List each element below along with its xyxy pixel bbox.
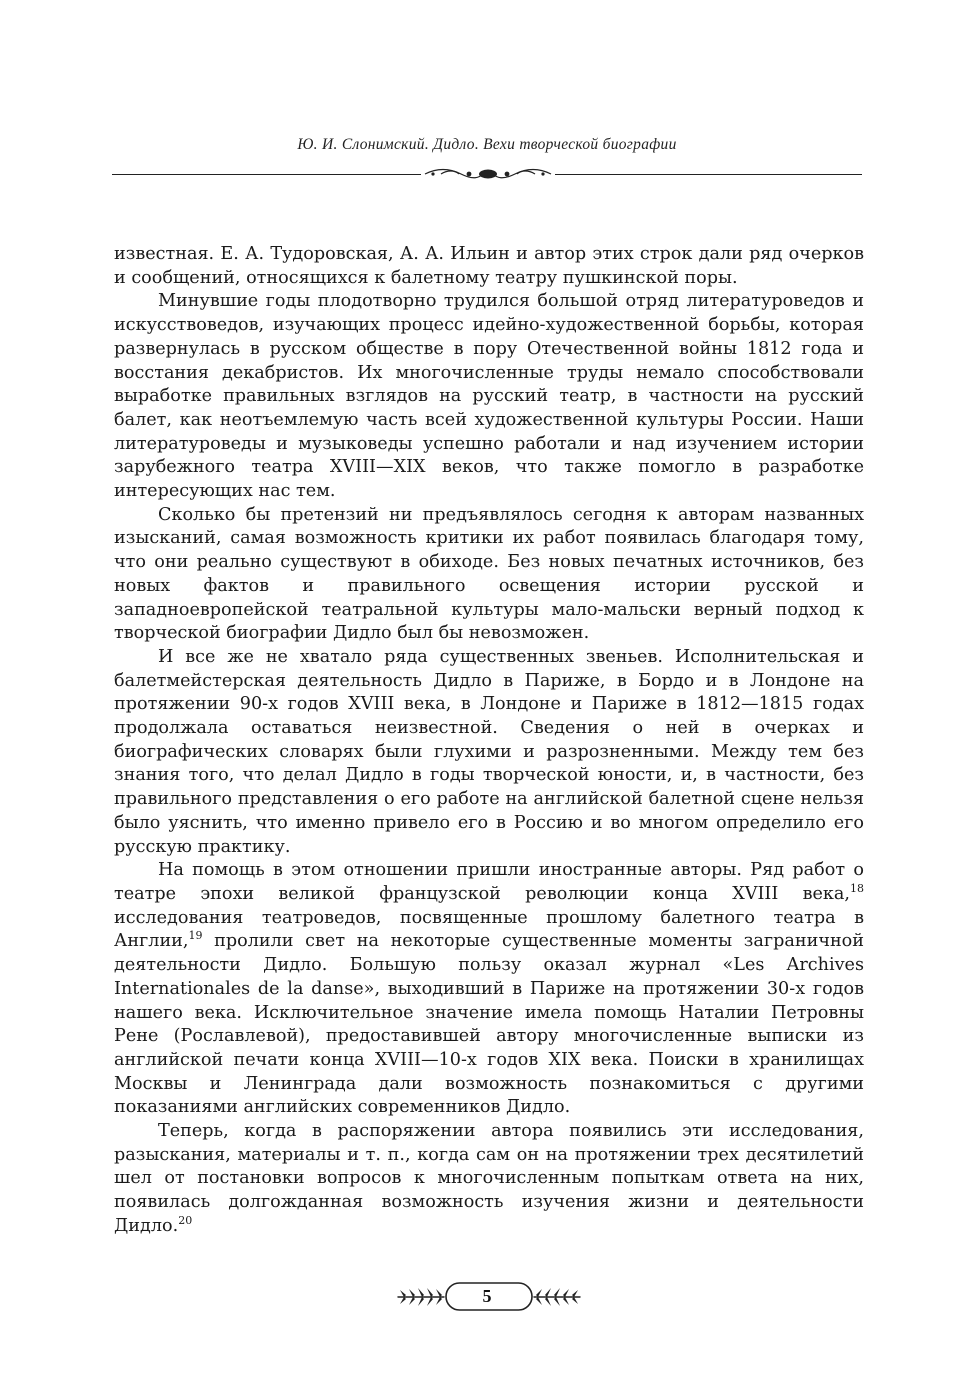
paragraph-with-footnote (114, 1120, 864, 1239)
paragraph-text: пролили свет на некоторые существенные моменты заграничной деятельности Дидло. Большую пользу оказал журнал «Les Archives Internationales de la danse», выходивший в Париже на протяжении 30-х годов нашего века. Исключительное значение имела помощь Наталии Петровны Рене (Рославлевой), предоставившей автору многочисленные выписки из английской печати конца XVIII—10-х годов XIX века. Поиски в хранилищах Москвы и Ленинграда дали возможность познакомиться с другими показаниями английских современников Дидло. (114, 931, 864, 1118)
page-number: 5 (482, 1286, 492, 1306)
footnote-ref[interactable]: 18 (850, 881, 864, 895)
paragraph: И все же не хватало ряда существенных звеньев. Исполнительская и балетмейстерская деятельность Дидло в Париже, в Бордо и в Лондоне на протяжении 90-х годов XVIII века, в Лондоне и Париже в 1812—1815 годах продолжала оставаться неизвестной. Сведения о ней в очерках и биографических словарях были глухими и разрозненными. Между тем без знания того, что делал Дидло в годы творческой юности, и, в частности, без правильного представления о его работе на английской балетной сцене нельзя было уяснить, что именно привело его в Россию и во многом определило его русскую практику. (114, 646, 864, 857)
paragraph-text: Теперь, когда в распоряжении автора появились эти исследования, разыскания, материалы и т. п., когда сам он на протяжении трех десятилетий шел от постановки вопросов к многочисленным попыткам ответа на них, появилась долгожданная возможность изучения жизни и деятельности Дидло. (114, 1121, 864, 1236)
paragraph: Сколько бы претензий ни предъявлялось сегодня к авторам названных изысканий, самая возможность критики их работ появилась благодаря тому, что они реально существуют в обиходе. Без новых печатных источников, без новых фактов и правильного освещения истории русской и западноевропейской театральной культуры мало-мальски верный подход к творческой биографии Дидло был бы невозможен. (114, 504, 864, 644)
article-body (114, 243, 864, 1239)
footnote-ref[interactable]: 20 (178, 1213, 193, 1227)
footnote-ref[interactable]: 19 (188, 929, 203, 943)
paragraph-text: На помощь в этом отношении пришли иностранные авторы. Ряд работ о театре эпохи великой французской революции конца XVIII века, (114, 860, 864, 904)
paragraph: известная. Е. А. Тудоровская, А. А. Ильин и автор этих строк дали ряд очерков и сообщений, относящихся к балетному театру пушкинской поры. (114, 244, 864, 288)
paragraph-with-footnotes (114, 859, 864, 1120)
scroll-ornament-icon (421, 166, 555, 182)
running-head-title: Ю. И. Слонимский. Дидло. Вехи творческой биографии (297, 136, 677, 153)
paragraph: Минувшие годы плодотворно трудился большой отряд литературоведов и искусствоведов, изучающих процесс идейно-художественной борьбы, которая развернулась в русском обществе в пору Отечественной войны 1812 года и восстания декабристов. Их многочисленные труды немало способствовали выработке правильных взглядов на русский театр, в частности на русский балет, как неотъемлемую часть всей художественной культуры России. Наши литературоведы и музыковеды успешно работали и над изучением истории зарубежного театра XVIII—XIX веков, что также помогло в разработке интересующих нас тем. (114, 291, 864, 502)
paragraph-text: исследования театроведов, посвященные прошлому балетного театра в Англии, (114, 907, 864, 952)
